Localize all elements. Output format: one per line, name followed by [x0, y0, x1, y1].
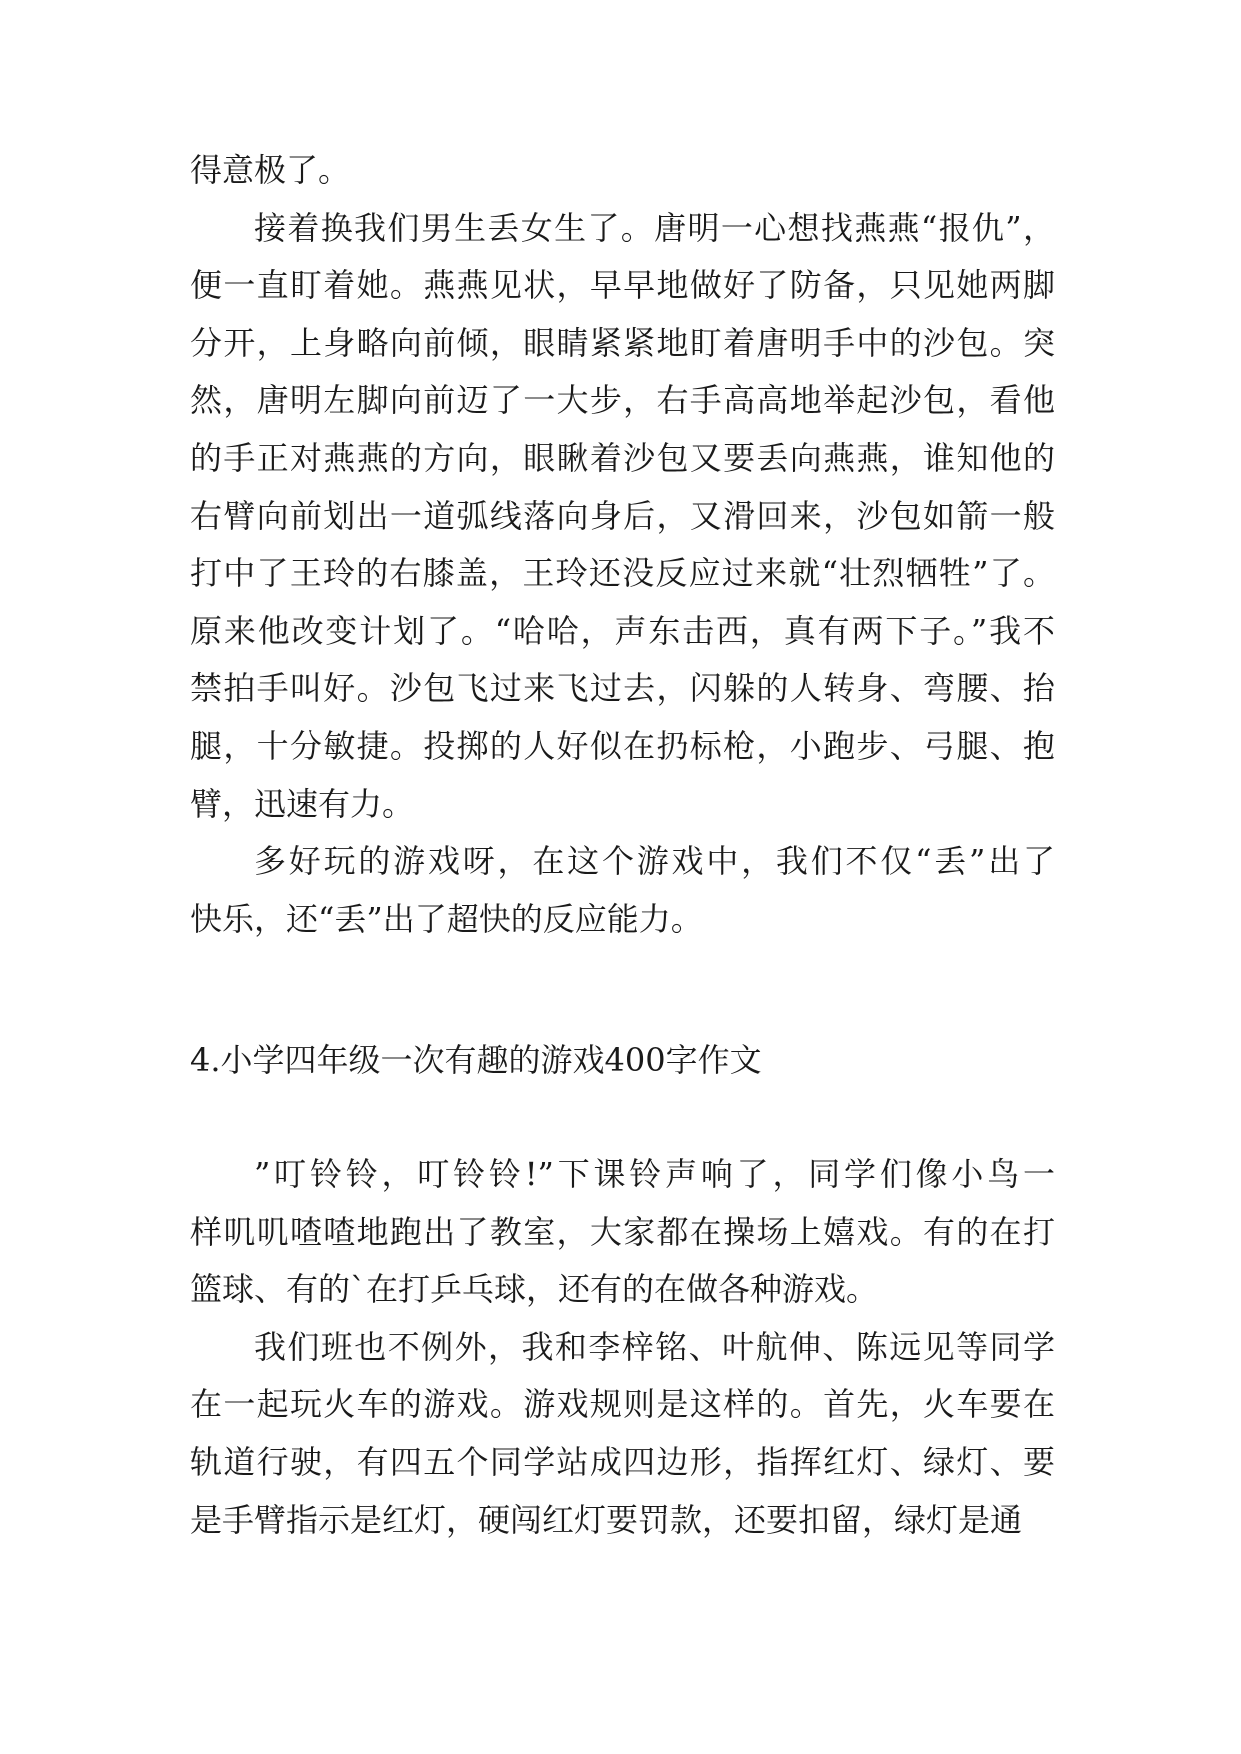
text-line: ”叮铃铃，叮铃铃!”下课铃声响了，同学们像小鸟一 [254, 1155, 1055, 1193]
text-line: 的手正对燕燕的方向，眼瞅着沙包又要丢向燕燕，谁知他的 [190, 439, 1055, 477]
text-line: 然，唐明左脚向前迈了一大步，右手高高地举起沙包，看他 [190, 381, 1055, 419]
section-heading: 4.小学四年级一次有趣的游戏400字作文 [190, 1041, 762, 1079]
text-line: 篮球、有的`在打乒乓球，还有的在做各种游戏。 [190, 1270, 879, 1308]
text-line: 快乐，还“丢”出了超快的反应能力。 [190, 900, 703, 938]
text-line: 右臂向前划出一道弧线落向身后，又滑回来，沙包如箭一般 [190, 497, 1055, 535]
text-line: 腿，十分敏捷。投掷的人好似在扔标枪，小跑步、弓腿、抱 [190, 727, 1055, 765]
text-line: 多好玩的游戏呀，在这个游戏中，我们不仅“丢”出了 [254, 842, 1055, 880]
text-line: 禁拍手叫好。沙包飞过来飞过去，闪躲的人转身、弯腰、抬 [190, 669, 1055, 707]
text-line: 是手臂指示是红灯，硬闯红灯要罚款，还要扣留，绿灯是通 [190, 1501, 1023, 1539]
text-line: 打中了王玲的右膝盖，王玲还没反应过来就“壮烈牺牲”了。 [190, 554, 1055, 592]
text-line: 得意极了。 [190, 151, 351, 189]
text-line: 轨道行驶，有四五个同学站成四边形，指挥红灯、绿灯、要 [190, 1443, 1055, 1481]
text-line: 分开，上身略向前倾，眼睛紧紧地盯着唐明手中的沙包。突 [190, 324, 1055, 362]
text-line: 接着换我们男生丢女生了。唐明一心想找燕燕“报仇”， [254, 209, 1055, 247]
text-line: 臂，迅速有力。 [190, 785, 415, 823]
text-line: 原来他改变计划了。“哈哈，声东击西，真有两下子。”我不 [190, 612, 1055, 650]
text-line: 我们班也不例外，我和李梓铭、叶航伸、陈远见等同学 [254, 1328, 1055, 1366]
text-line: 样叽叽喳喳地跑出了教室，大家都在操场上嬉戏。有的在打 [190, 1213, 1055, 1251]
text-line: 便一直盯着她。燕燕见状，早早地做好了防备，只见她两脚 [190, 266, 1055, 304]
text-line: 在一起玩火车的游戏。游戏规则是这样的。首先，火车要在 [190, 1385, 1055, 1423]
